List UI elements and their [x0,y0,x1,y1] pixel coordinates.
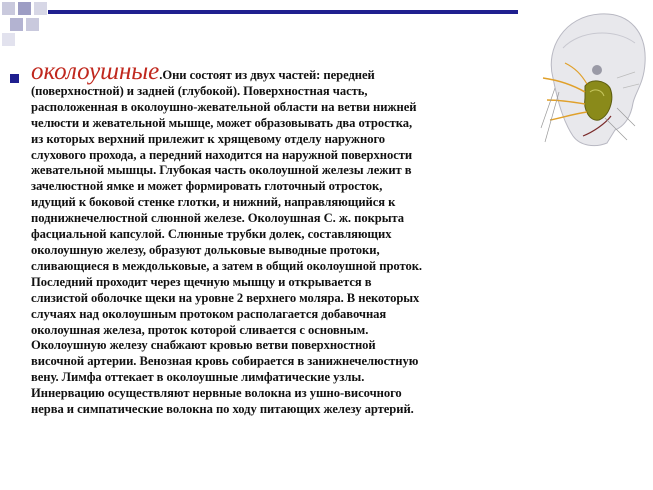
slide-body: .Они состоят из двух частей: передней (поверхностной) и задней (глубокой). Поверхностная часть, расположенная в околоушно-жевательной области на ветви нижней челюсти и жевательной мышце, может образовывать два отростка, из которых верхний прилежит к хрящевому отделу наружного слухового прохода, а передний находится на наружной поверхности жевательной мышцы. Глубокая часть околоушной железы лежит в зачелюстной ямке и может формировать глоточный отросток, идущий к боковой стенке глотки, и нижний, направляющийся к поднижнечелюстной слюнной железе. Околоушная С. ж. покрыта фасциальной капсулой. Слюнные трубки долек, составляющих околоушную железу, образуют дольковые выводные протоки, сливающиеся в междольковые, а затем в общий околоушной проток. Последний проходит через щечную мышцу и открывается в слизистой оболочке щеки на уровне 2 верхнего моляра. В некоторых случаях над околоушным протоком располагается добавочная околоушная железа, проток которой сливается с основным. Околоушную железу снабжают кровью ветви поверхностной височной артерии. Венозная кровь собирается в занижнечелюстную вену. Лимфа оттекает в околоушные лимфатические узлы. Иннервацию осуществляют нервные волокна из ушно-височного нерва и симпатические волокна по ходу питающих железу артерий. [31,68,423,417]
skull-gland-illustration [535,8,651,158]
slide-heading: околоушные [31,58,160,85]
decorative-squares [0,0,60,48]
slide-text [31,58,541,418]
square-bullet-icon [10,74,19,83]
header-rule [48,10,518,14]
